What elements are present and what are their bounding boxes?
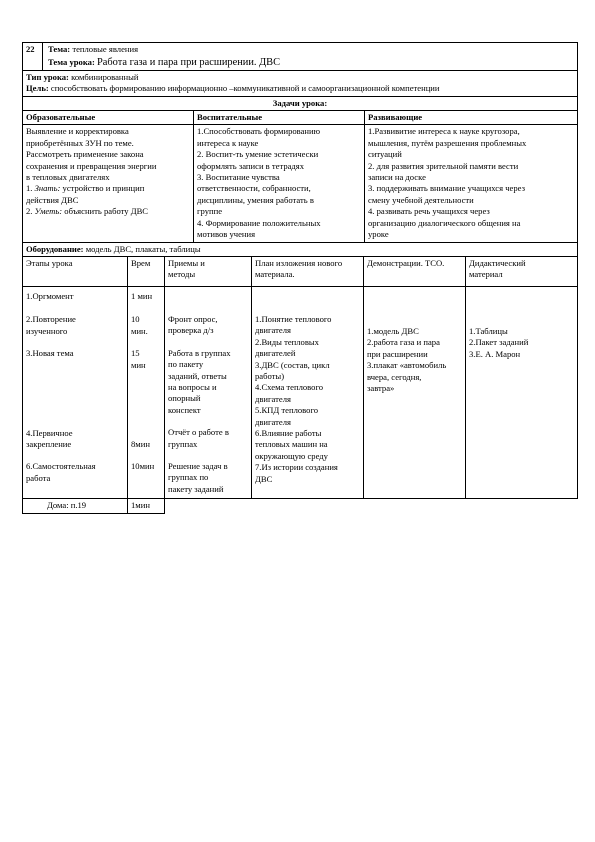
upbringing-title: Воспитательные [194, 111, 365, 125]
stage-time: 8мин [131, 438, 150, 449]
topic-line: Тема: тепловые явления [43, 43, 578, 57]
stage-time: 1 мин [131, 290, 153, 301]
header-time: Врем [128, 256, 165, 286]
homework-label: Дома: п.19 [23, 499, 128, 513]
lesson-tasks-table [22, 70, 578, 257]
time-cell [128, 286, 165, 498]
developing-title: Развивающие [365, 111, 578, 125]
stage-method: Фронт опрос, проверка д/з [168, 313, 218, 336]
header-didactic: Дидактический материал [466, 256, 578, 286]
lesson-type: Тип урока: комбинированный [26, 71, 139, 82]
header-methods: Приемы и методы [165, 256, 252, 286]
stage-name: 2.Повторение изученного [26, 314, 76, 336]
demos-cell: 1.модель ДВС 2.работа газа и пара при расширении 3.плакат «автомобиль вчера, сегодня, завтра» [364, 286, 466, 498]
educational-item-know: 1. Знать: устройство и принцип [26, 183, 145, 194]
lesson-type-goal [23, 70, 578, 96]
header-demos: Демонстрации. ТСО. [364, 256, 466, 286]
educational-tasks: Выявление и корректировка приобретённых ЗУН по теме. Рассмотреть применение закона сохранения и превращения энергии в тепловых двигателях 1. Знать: устройство и принцип действия ДВС 2. Уметь: объяснить работу ДВС [23, 125, 194, 242]
didactic-cell: 1.Таблицы 2.Пакет заданий 3.Е. А. Марон [466, 286, 578, 498]
topic-value: тепловые явления [72, 44, 139, 54]
stage-method: Отчёт о работе в группах [168, 427, 229, 449]
homework-time: 1мин [128, 499, 165, 513]
lesson-goal: Цель: способствовать формированию информационно –коммуникативной и самоорганизационной компетенции [26, 83, 440, 94]
stage-name: 4.Первичное закрепление [26, 427, 73, 449]
educational-item-can: 2. Уметь: объяснить работу ДВС [26, 206, 149, 217]
header-stages: Этапы урока [23, 256, 128, 286]
educational-title: Образовательные [23, 111, 194, 125]
developing-tasks: 1.Развивитие интереса к науке кругозора, мышления, путём разрешения проблемных ситуаций 2. для развития зрительной памяти вести записи на доске 3. поддерживать внимание учащихся через смену учебной деятельности 4. развивать речь учащихся через организацию диалогического общения на уроке [365, 125, 578, 242]
equipment-line: Оборудование: модель ДВС, плакаты, таблицы [23, 242, 578, 256]
stage-time: 10мин [131, 461, 155, 472]
lesson-topic-value: Работа газа и пара при расширении. ДВС [96, 57, 281, 69]
stage-name: 3.Новая тема [26, 348, 74, 359]
tasks-header: Задачи урока: [23, 96, 578, 110]
stages-cell [23, 286, 128, 498]
stage-name: 6.Самостоятельная работа [26, 461, 96, 483]
upbringing-tasks: 1.Способствовать формированию интереса к науке 2. Воспит-ть умение эстетически оформлять записи в тетрадях 3. Воспитание чувства ответственности, собранности, дисциплины, умения работать в группе 4. Формирование положительных мотивов учения [194, 125, 365, 242]
stage-time: 15 мин [131, 348, 146, 370]
stage-name: 1.Оргмомент [26, 290, 74, 301]
lesson-plan-page [22, 42, 578, 514]
header-plan: План изложения нового материала. [252, 256, 364, 286]
methods-cell [165, 286, 252, 498]
stage-time: 10 мин. [131, 314, 148, 336]
plan-cell: 1.Понятие теплового двигателя 2.Виды тепловых двигателей 3.ДВС (состав, цикл работы) 4.Схема теплового двигателя 5.КПД теплового двигателя 6.Влияние работы тепловых машин на окружающую среду 7.Из истории создания ДВС [252, 286, 364, 498]
lesson-topic-line: Тема урока: Работа газа и пара при расширении. ДВС [43, 56, 578, 70]
lesson-header-table [22, 42, 578, 71]
lesson-plan-table [22, 256, 578, 514]
stage-method: Работа в группах по пакету заданий, ответы на вопросы и опорный конспект [168, 347, 231, 415]
lesson-number: 22 [23, 43, 43, 71]
stage-method: Решение задач в группах по пакету заданий [168, 460, 228, 494]
